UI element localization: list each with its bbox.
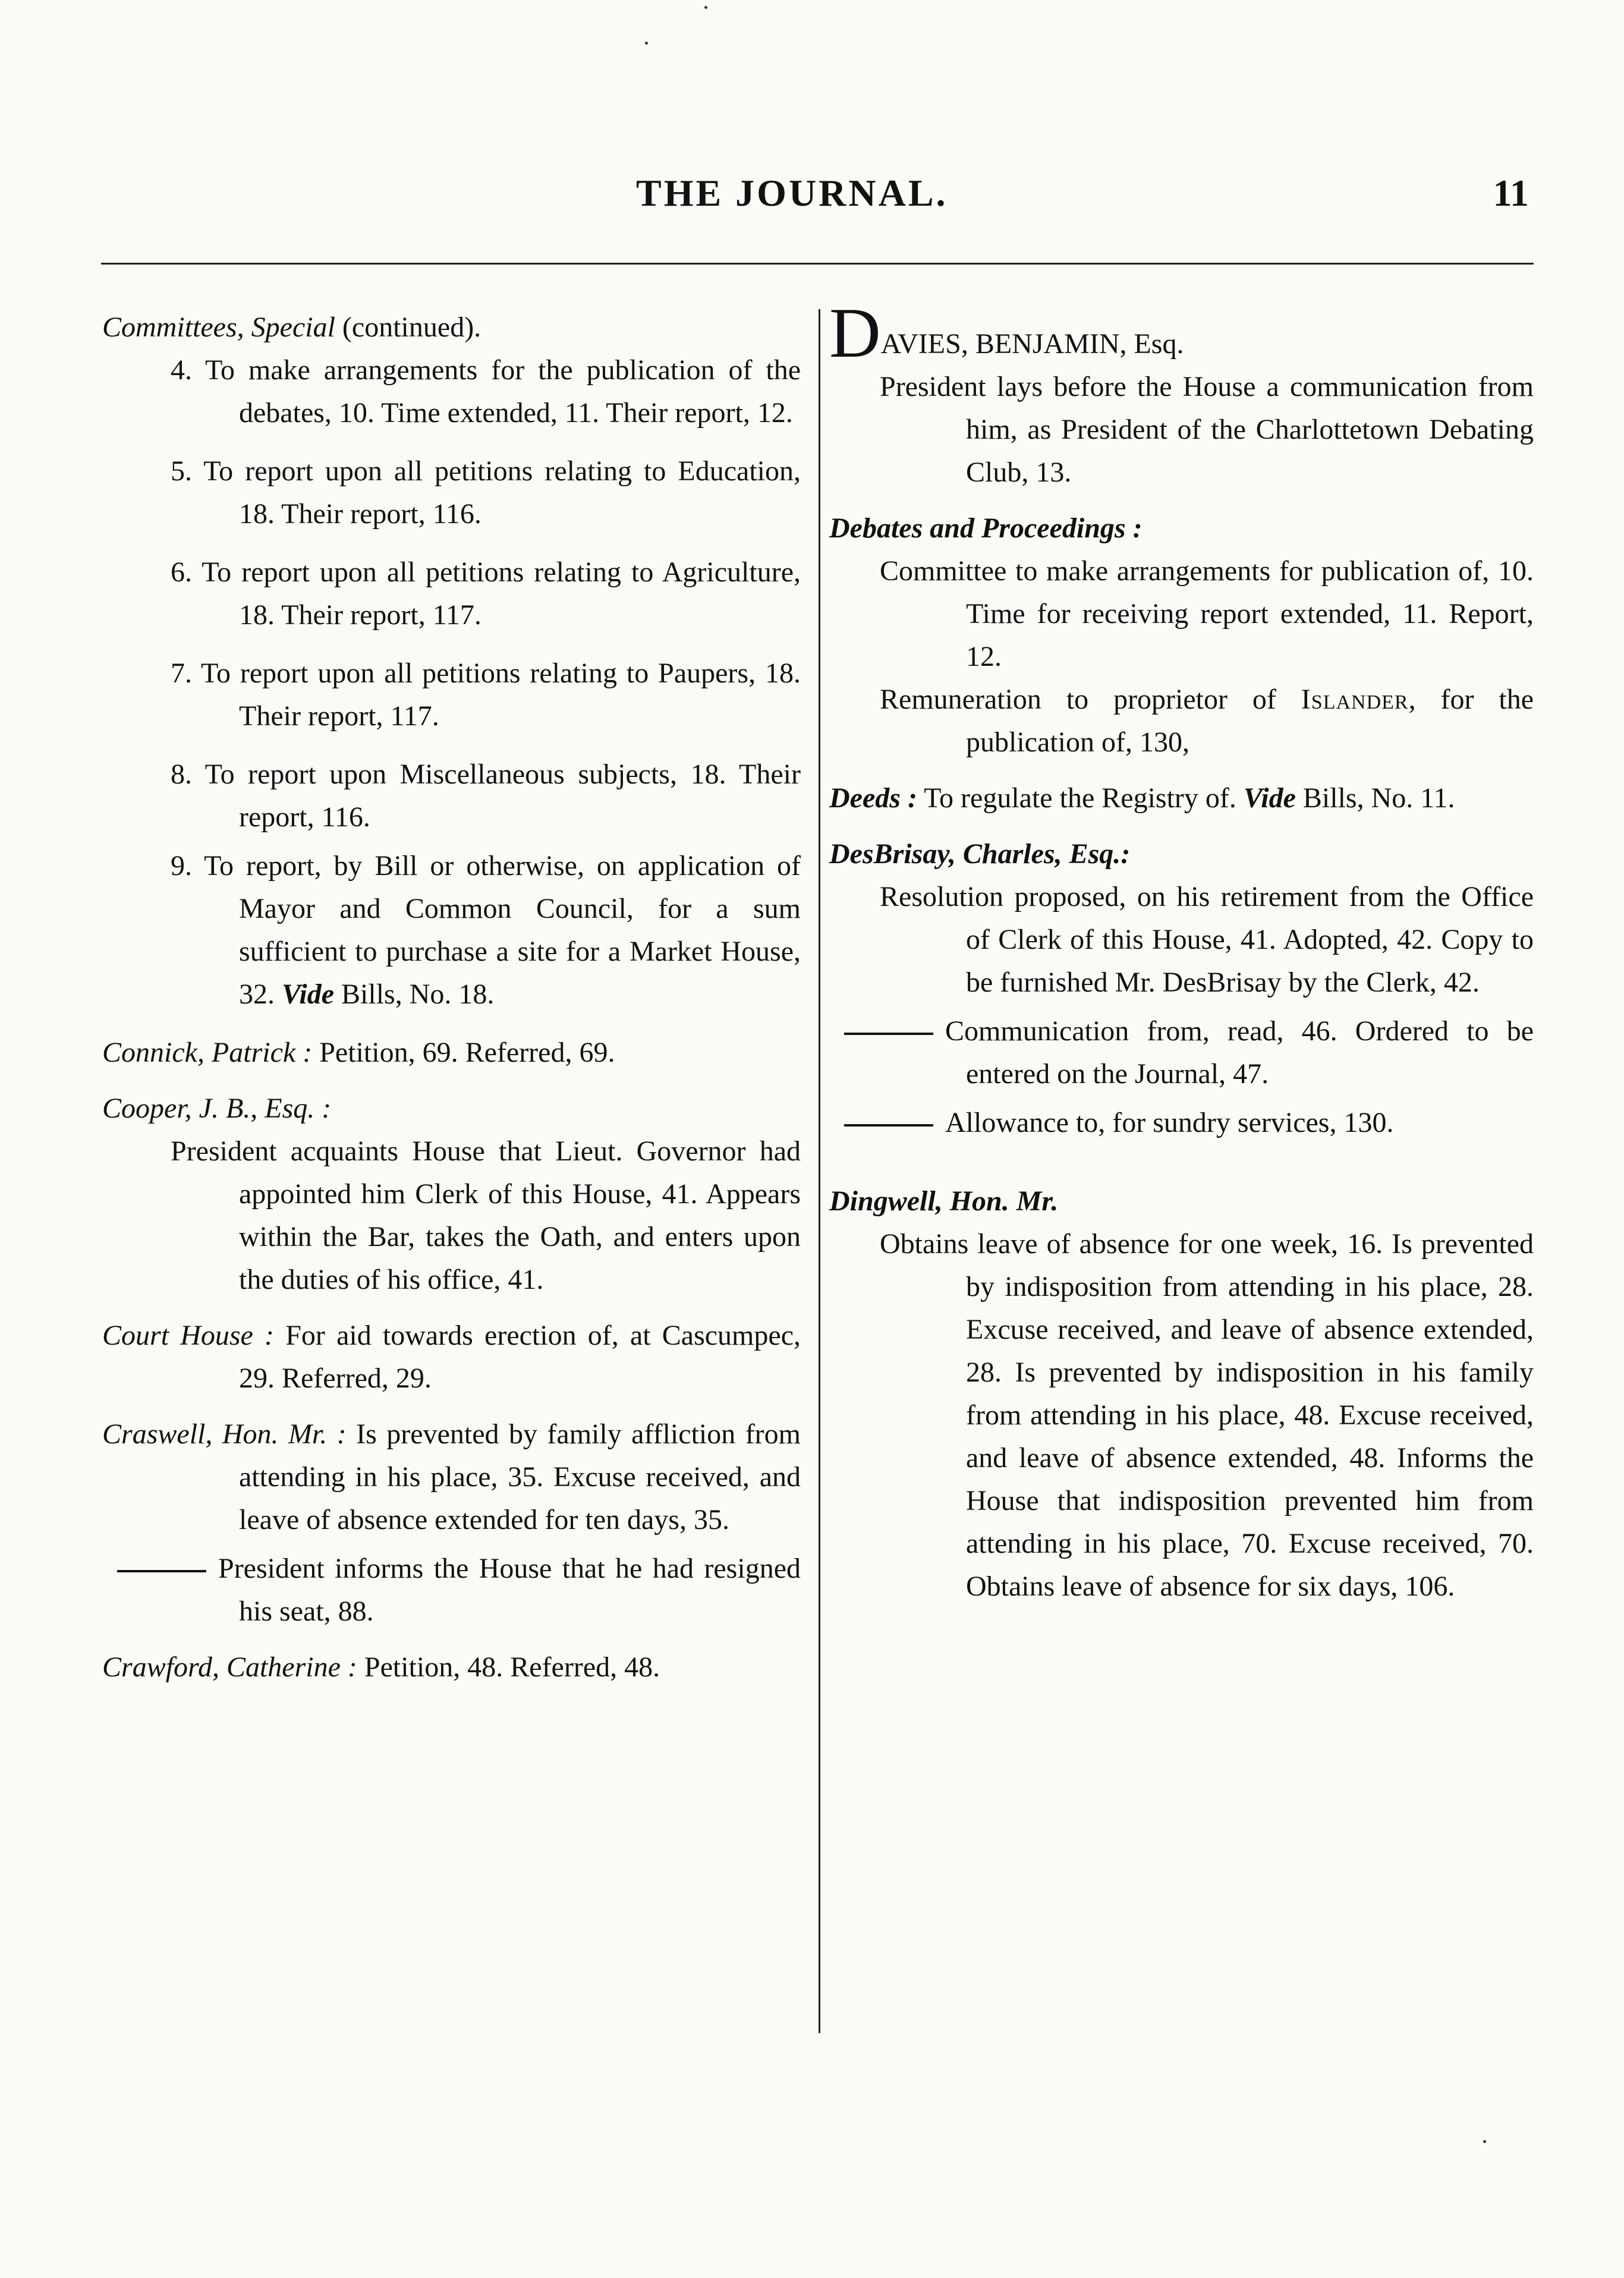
entry-heading-suffix: (continued).	[335, 312, 481, 343]
print-speck	[704, 6, 707, 9]
entry-text: Obtains leave of absence for one week, 16. Is prevented by indisposition from attending in his place, 28. Excuse received, and leave of absence extended, 28. Is prevented by indisposition in his family from attending in his place, 48. Excuse received, and leave of absence extended, 48. Informs the House that indisposition prevented him from attending in his place, 70. Excuse received, 70. Obtains leave of absence for six days, 106.	[880, 1228, 1534, 1602]
print-speck	[1483, 2140, 1486, 2143]
running-title: THE JOURNAL.	[636, 172, 948, 214]
entry-heading: Debates and Proceedings :	[829, 512, 1143, 544]
entry-crawford: Crawford, Catherine : Petition, 48. Referred, 48.	[102, 1651, 660, 1683]
print-speck	[645, 42, 648, 45]
entry-deeds: Deeds : To regulate the Registry of. Vide Bills, No. 11.	[829, 782, 1455, 814]
sub-entry: Allowance to, for sundry services, 130.	[829, 1102, 1534, 1144]
entry-heading: Court House :	[102, 1320, 275, 1351]
entry-text: President acquaints House that Lieut. Governor had appointed him Clerk of this House, 41. Appears within the Bar, takes the Oath, and enters upon the duties of his office, 41.	[171, 1135, 801, 1295]
entry-heading: Dingwell, Hon. Mr.	[829, 1185, 1059, 1217]
sub-entry: Communication from, read, 46. Ordered to be entered on the Journal, 47.	[829, 1010, 1534, 1096]
entry-davies	[829, 293, 1534, 494]
list-item: 5. To report upon all petitions relating to Education, 18. Their report, 116.	[171, 455, 801, 530]
entry-court-house: Court House : For aid towards erection of, at Cascumpec, 29. Referred, 29.	[102, 1320, 801, 1394]
sub-entry: President informs the House that he had resigned his seat, 88.	[102, 1547, 801, 1633]
list-item: 7. To report upon all petitions relating to Paupers, 18. Their report, 117.	[171, 657, 801, 732]
entry-heading: Craswell, Hon. Mr. :	[102, 1418, 347, 1450]
entry-text: Remuneration to proprietor of Islander, for the publication of, 130,	[880, 684, 1534, 758]
entry-dingwell	[829, 1180, 1534, 1608]
drop-cap: D	[829, 293, 881, 372]
em-dash-rule	[844, 1033, 933, 1035]
entry-desbrisay	[829, 833, 1534, 1144]
entry-heading: Crawford, Catherine :	[102, 1651, 357, 1683]
entry-committees-special	[102, 306, 801, 1016]
page-header	[0, 169, 1624, 217]
entry-text: Committee to make arrangements for publication of, 10. Time for receiving report extended, 11. Report, 12.	[880, 555, 1534, 672]
list-item: 4. To make arrangements for the publication of the debates, 10. Time extended, 11. Their report, 12.	[171, 354, 801, 429]
entry-heading: Deeds :	[829, 782, 917, 814]
entry-heading: DesBrisay, Charles, Esq.:	[829, 838, 1131, 870]
entry-heading: AVIES, BENJAMIN, Esq.	[880, 328, 1184, 360]
entry-heading: Connick, Patrick :	[102, 1037, 313, 1068]
list-item: 8. To report upon Miscellaneous subjects, 18. Their report, 116.	[171, 759, 801, 833]
right-column	[829, 293, 1534, 1621]
column-divider	[819, 309, 820, 2033]
entry-cooper	[102, 1087, 801, 1301]
list-item: 9. To report, by Bill or otherwise, on application of Mayor and Common Council, for a sum sufficient to purchase a site for a Market House, 32. Vide Bills, No. 18.	[171, 850, 801, 1010]
entry-connick: Connick, Patrick : Petition, 69. Referred, 69.	[102, 1037, 615, 1068]
entry-text: Resolution proposed, on his retirement from the Office of Clerk of this House, 41. Adopted, 42. Copy to be furnished Mr. DesBrisay by the Clerk, 42.	[880, 881, 1534, 998]
entry-craswell: Craswell, Hon. Mr. : Is prevented by family affliction from attending in his place, 35. Excuse received, and leave of absence extended for ten days, 35. President informs the House that he had resigned his seat, 88.	[102, 1413, 801, 1633]
em-dash-rule	[844, 1124, 933, 1127]
entry-text: President lays before the House a communication from him, as President of the Charlottetown Debating Club, 13.	[880, 371, 1534, 488]
list-item: 6. To report upon all petitions relating to Agriculture, 18. Their report, 117.	[171, 556, 801, 631]
left-column	[102, 306, 801, 1702]
entry-heading: Cooper, J. B., Esq. :	[102, 1093, 332, 1124]
entry-debates	[829, 507, 1534, 764]
page-number: 11	[1493, 172, 1529, 214]
em-dash-rule	[117, 1570, 206, 1572]
entry-heading: Committees, Special	[102, 312, 335, 343]
header-rule	[101, 263, 1534, 265]
